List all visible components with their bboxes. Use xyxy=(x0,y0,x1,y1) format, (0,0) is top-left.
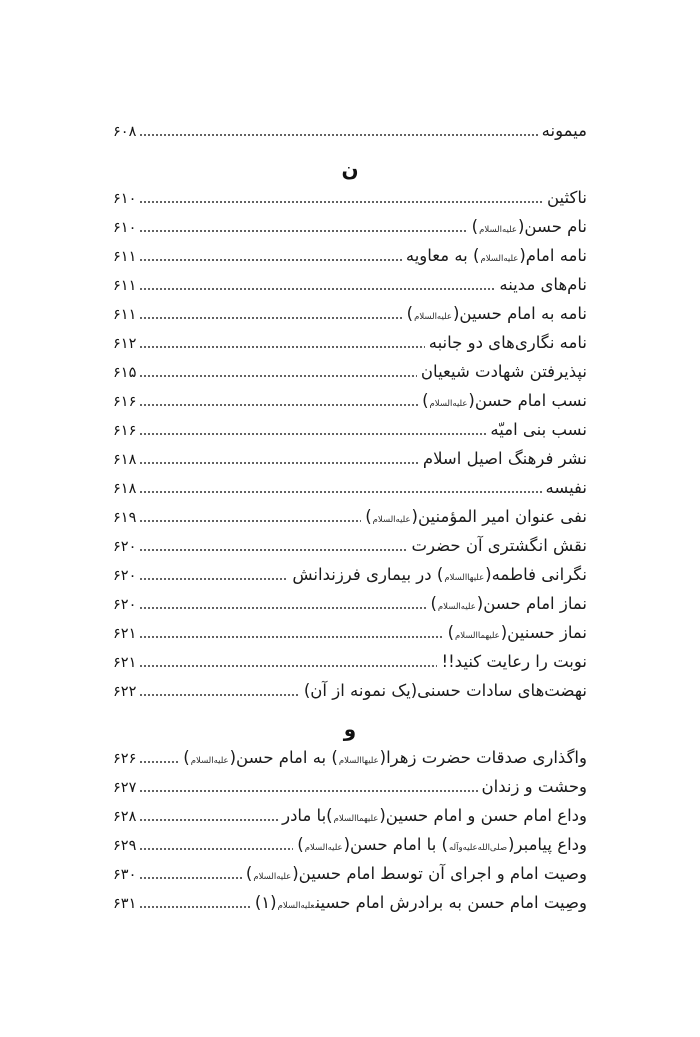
toc-entry xyxy=(113,777,587,806)
dot-leader xyxy=(140,665,437,667)
page-number: ۶۱۸ xyxy=(113,481,137,497)
page-number: ۶۲۷ xyxy=(113,780,137,796)
entry-title: نسب امام حسن(علیه‌السلام) xyxy=(422,391,587,410)
toc-entry xyxy=(113,188,587,217)
page-number: ۶۰۸ xyxy=(113,124,137,140)
toc-entry xyxy=(113,835,587,864)
page-number: ۶۱۶ xyxy=(113,394,137,410)
page-number: ۶۱۲ xyxy=(113,336,137,352)
page-number: ۶۲۱ xyxy=(113,626,137,642)
entry-title: نفیسه xyxy=(545,478,587,497)
entry-title: نقش انگشتری آن حضرت xyxy=(411,536,587,555)
entry-title: نماز حسنین(علیهما‌السلام) xyxy=(447,623,587,642)
toc xyxy=(113,121,587,922)
page-number: ۶۱۱ xyxy=(113,278,137,294)
dot-leader xyxy=(140,761,179,763)
toc-entry xyxy=(113,623,587,652)
page-number: ۶۲۰ xyxy=(113,568,137,584)
entry-title: نگرانی فاطمه(علیهاالسلام) در بیماری فرزندانش xyxy=(292,565,587,584)
dot-leader xyxy=(140,694,299,696)
page-number: ۶۳۱ xyxy=(113,896,137,912)
toc-entry xyxy=(113,652,587,681)
dot-leader xyxy=(140,201,543,203)
honorific-seal: علیه‌السلام xyxy=(414,312,452,322)
dot-leader xyxy=(140,819,278,821)
entry-title: وحشت و زندان xyxy=(481,777,587,796)
dot-leader xyxy=(140,520,361,522)
honorific-seal: علیه‌السلام xyxy=(480,254,519,264)
entry-title: وداع پیامبر(صلی‌الله‌علیه‌وآله) با امام حسن(علیه‌السلام) xyxy=(297,835,587,854)
page-number: ۶۱۹ xyxy=(113,510,137,526)
dot-leader xyxy=(140,134,537,136)
toc-entry xyxy=(113,536,587,565)
toc-entry xyxy=(113,478,587,507)
honorific-seal: علیه‌السلام xyxy=(437,602,476,612)
dot-leader xyxy=(140,549,407,551)
honorific-seal: علیهاالسلام xyxy=(338,756,379,766)
entry-title: نشر فرهنگ اصیل اسلام xyxy=(422,449,587,468)
honorific-seal: صلی‌الله‌علیه‌وآله xyxy=(448,843,508,853)
page-number: ۶۱۱ xyxy=(113,307,137,323)
toc-entry xyxy=(113,864,587,893)
page-number: ۶۳۰ xyxy=(113,867,137,883)
dot-leader xyxy=(140,462,418,464)
toc-entry xyxy=(113,391,587,420)
toc-entry xyxy=(113,304,587,333)
page-number: ۶۱۰ xyxy=(113,191,137,207)
honorific-seal: علیه‌السلام xyxy=(479,225,517,235)
honorific-seal: علیهما‌السلام xyxy=(455,631,500,641)
entry-title: نام حسن(علیه‌السلام) xyxy=(471,217,587,236)
entry-title: نسب بنی امیّه xyxy=(490,420,587,439)
page-number: ۶۱۶ xyxy=(113,423,137,439)
page-number: ۶۱۱ xyxy=(113,249,137,265)
toc-entry xyxy=(113,594,587,623)
entry-title: نامه امام(علیه‌السلام) به معاویه xyxy=(405,246,587,265)
toc-entry xyxy=(113,333,587,362)
entry-title: نهضت‌های سادات حسنی(یک نمونه از آن) xyxy=(303,681,587,700)
toc-entry xyxy=(113,449,587,478)
dot-leader xyxy=(140,288,495,290)
dot-leader xyxy=(140,607,426,609)
dot-leader xyxy=(140,404,418,406)
honorific-seal: علیه‌السلام xyxy=(304,843,343,853)
dot-leader xyxy=(140,433,486,435)
dot-leader xyxy=(140,317,402,319)
honorific-seal: علیهاالسلام xyxy=(444,573,485,583)
dot-leader xyxy=(140,790,477,792)
page-number: ۶۲۰ xyxy=(113,597,137,613)
honorific-seal: علیه‌السلام xyxy=(253,872,292,882)
dot-leader xyxy=(140,877,242,879)
honorific-seal: علیه‌السلام xyxy=(429,399,468,409)
toc-entry xyxy=(113,806,587,835)
entry-title: نپذیرفتن شهادت شیعیان xyxy=(420,362,587,381)
entry-title: وداع امام حسن و امام حسین(علیهما‌السلام)با مادر xyxy=(282,806,587,825)
entry-title: نفی عنوان امیر المؤمنین(علیه‌السلام) xyxy=(365,507,587,526)
toc-entry xyxy=(113,362,587,391)
honorific-seal: علیهما‌السلام xyxy=(333,814,379,824)
toc-entry xyxy=(113,507,587,536)
honorific-seal: علیه‌السلام xyxy=(372,515,411,525)
section-header: و xyxy=(343,717,357,741)
dot-leader xyxy=(140,906,250,908)
page-number: ۶۲۶ xyxy=(113,751,137,767)
page-number: ۶۱۰ xyxy=(113,220,137,236)
page-number: ۶۱۸ xyxy=(113,452,137,468)
dot-leader xyxy=(140,636,443,638)
entry-title: نماز امام حسن(علیه‌السلام) xyxy=(430,594,587,613)
toc-entry xyxy=(113,217,587,246)
toc-entry xyxy=(113,246,587,275)
toc-entry xyxy=(113,565,587,594)
page-number: ۶۱۵ xyxy=(113,365,137,381)
section-header: ن xyxy=(341,157,359,181)
toc-entry xyxy=(113,121,587,150)
page-number: ۶۲۱ xyxy=(113,655,137,671)
entry-title: واگذاری صدقات حضرت زهرا(علیهاالسلام) به امام حسن(علیه‌السلام) xyxy=(183,748,587,767)
entry-title: نام‌های مدینه xyxy=(499,275,587,294)
dot-leader xyxy=(140,491,541,493)
entry-title: میمونه xyxy=(541,121,587,140)
dot-leader xyxy=(140,848,293,850)
page-number: ۶۲۸ xyxy=(113,809,137,825)
dot-leader xyxy=(140,259,401,261)
dot-leader xyxy=(140,230,467,232)
entry-title: وصِیت امام حسن به برادرش امام حسینعلیه‌السلام(۱) xyxy=(254,893,587,912)
dot-leader xyxy=(140,578,288,580)
page-number: ۶۲۰ xyxy=(113,539,137,555)
honorific-seal: علیه‌السلام xyxy=(190,756,229,766)
entry-title: وصیت امام و اجرای آن توسط امام حسین(علیه‌السلام) xyxy=(245,864,587,883)
toc-entry xyxy=(113,748,587,777)
dot-leader xyxy=(140,375,417,377)
page-number: ۶۲۹ xyxy=(113,838,137,854)
honorific-seal: علیه‌السلام xyxy=(277,901,315,911)
dot-leader xyxy=(140,346,424,348)
entry-title: ناکثین xyxy=(547,188,587,207)
toc-entry xyxy=(113,420,587,449)
toc-entry xyxy=(113,681,587,710)
entry-title: نوبت را رعایت کنید!! xyxy=(441,652,587,671)
toc-entry xyxy=(113,893,587,922)
entry-title: نامه نگاری‌های دو جانبه xyxy=(428,333,587,352)
entry-title: نامه به امام حسین(علیه‌السلام) xyxy=(406,304,587,323)
page-number: ۶۲۲ xyxy=(113,684,137,700)
toc-entry xyxy=(113,275,587,304)
